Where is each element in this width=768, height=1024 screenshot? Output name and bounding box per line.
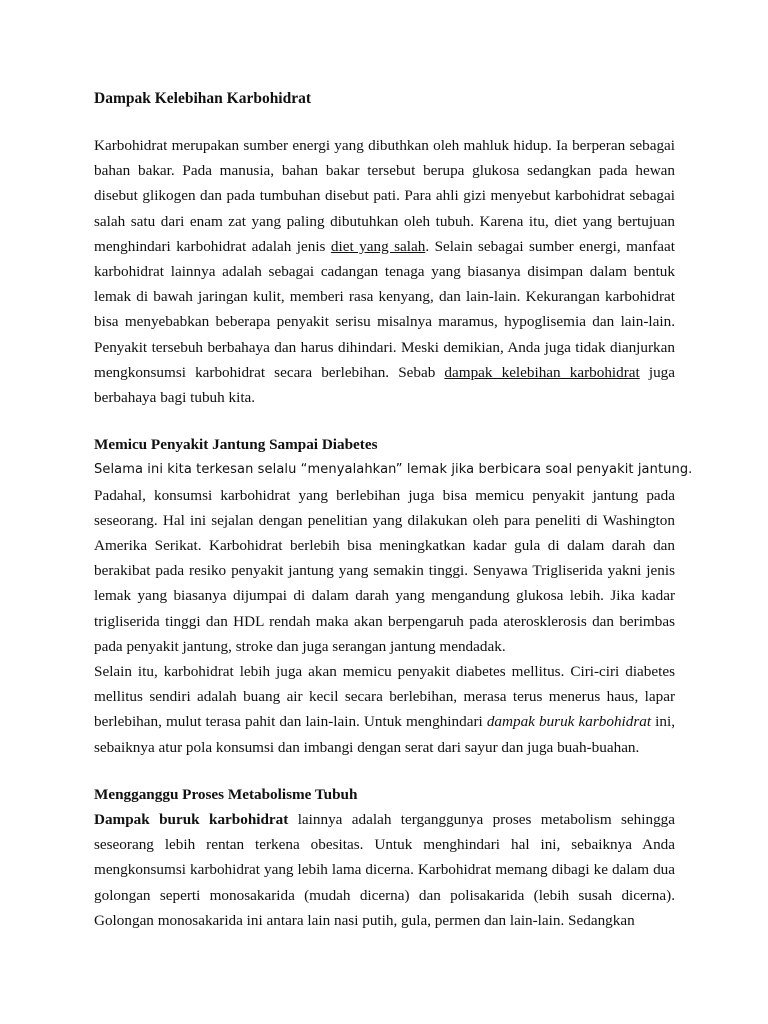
bold-lead-text: Dampak buruk karbohidrat	[94, 811, 289, 829]
sans-serif-line: Selama ini kita terkesan selalu “menyalahkan” lemak jika berbicara soal penyakit jantung.	[94, 462, 693, 478]
spacer	[94, 760, 675, 782]
section-heading-metabolisme: Mengganggu Proses Metabolisme Tubuh	[94, 785, 358, 803]
intro-text-1: Karbohidrat merupakan sumber energi yang dibuthkan oleh mahluk hidup. Ia berperan sebagai bahan bakar. Pada manusia, bahan bakar tersebut berupa glukosa sedangkan pada hewan disebut glikogen dan pada tumbuhan disebut pati. Para ahli gizi menyebut karbohidrat sebagai salah satu dari enam zat yang paling dibutuhkan oleh tubuh. Karena itu, diet yang bertujuan menghindari karbohidrat adalah jenis	[94, 137, 675, 255]
dampak-buruk-italic: dampak buruk karbohidrat	[486, 713, 652, 731]
intro-text-2: . Selain sebagai sumber energi, manfaat karbohidrat lainnya adalah sebagai cadangan tenaga yang biasanya disimpan dalam bentuk lemak di bawah jaringan kulit, memberi rasa kenyang, dan lain-lain. Kekurangan karbohidrat bisa menyebabkan beberapa penyakit serisu misalnya maramus, hypoglisemia dan lain-lain. Penyakit tersebuh berbahaya dan harus dihindari. Meski demikian, Anda juga tidak dianjurkan mengkonsumsi karbohidrat secara berlebihan. Sebab	[94, 237, 675, 381]
diabetes-text-2: ini, sebaiknya atur pola konsumsi dan imbangi dengan serat dari sayur dan juga buah-buahan.	[94, 713, 675, 756]
diet-yang-salah-link[interactable]: diet yang salah	[330, 237, 426, 255]
document-title: Dampak Kelebihan Karbohidrat	[94, 90, 312, 107]
section-heading-jantung: Memicu Penyakit Jantung Sampai Diabetes	[94, 436, 378, 454]
document-body	[94, 86, 693, 933]
spacer	[94, 410, 675, 432]
paragraph-diabetes	[94, 659, 675, 760]
dampak-kelebihan-link[interactable]: dampak kelebihan karbohidrat	[444, 363, 640, 381]
intro-paragraph	[94, 133, 675, 410]
paragraph-jantung: Padahal, konsumsi karbohidrat yang berlebihan juga bisa memicu penyakit jantung pada seseorang. Hal ini sejalan dengan penelitian yang dilakukan oleh para peneliti di Washington Amerika Serikat. Karbohidrat berlebih bisa meningkatkan kadar gula di dalam darah dan berakibat pada resiko penyakit jantung yang semakin tinggi. Senyawa Trigliserida yakni jenis lemak yang biasanya dijumpai di dalam darah yang mengandung glukosa lebih. Jika kadar trigliserida tinggi dan HDL rendah maka akan berpengaruh pada aterosklerosis dan berimbas pada penyakit jantung, stroke dan juga serangan jantung mendadak.	[94, 486, 675, 655]
diabetes-text-1: Selain itu, karbohidrat lebih juga akan memicu penyakit diabetes mellitus. Ciri-ciri diabetes mellitus sendiri adalah buang air kecil secara berlebihan, merasa terus menerus haus, lapar berlebihan, mulut terasa pahit dan lain-lain. Untuk menghindari	[94, 663, 675, 731]
paragraph-metabolisme	[94, 807, 675, 933]
intro-text-3: juga berbahaya bagi tubuh kita.	[94, 363, 675, 407]
metabolisme-text: lainnya adalah terganggunya proses metabolism sehingga seseorang lebih rentan terkena obesitas. Untuk menghindari hal ini, sebaiknya Anda mengkonsumsi karbohidrat yang lebih lama dicerna. Karbohidrat memang dibagi ke dalam dua golongan seperti monosakarida (mudah dicerna) dan polisakarida (lebih susah dicerna). Golongan monosakarida ini antara lain nasi putih, gula, permen dan lain-lain. Sedangkan	[94, 811, 675, 929]
